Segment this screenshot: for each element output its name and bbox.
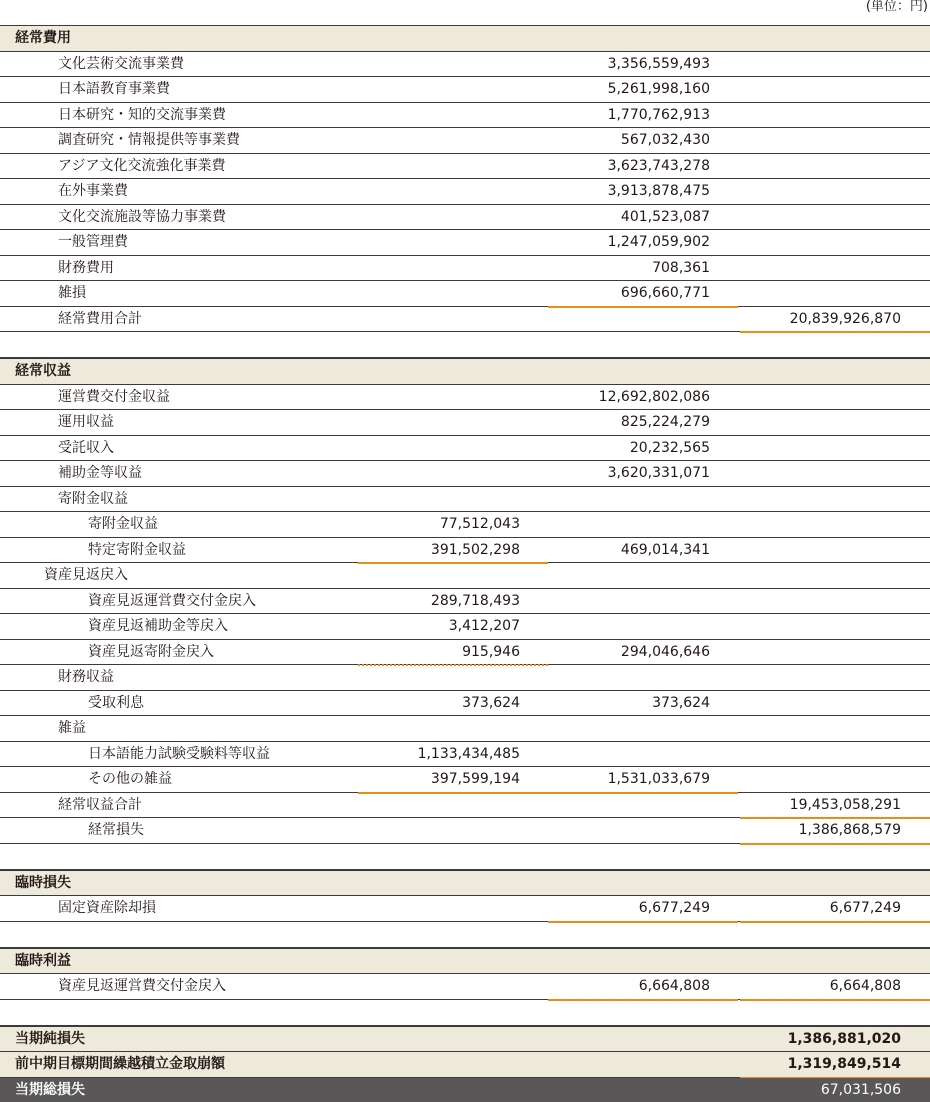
total-value: 20,839,926,870 bbox=[790, 307, 901, 332]
table-row bbox=[0, 230, 930, 256]
row-subtotal: 1,531,033,679 bbox=[608, 767, 710, 792]
row-label: 日本研究・知的交流事業費 bbox=[58, 103, 226, 128]
table-row bbox=[0, 461, 930, 487]
row-value: 289,718,493 bbox=[431, 589, 520, 614]
row-value: 6,677,249 bbox=[639, 896, 710, 921]
table-row bbox=[0, 767, 930, 793]
row-value: 3,913,878,475 bbox=[608, 179, 710, 204]
row-total: 6,677,249 bbox=[830, 896, 901, 921]
row-label: 一般管理費 bbox=[58, 230, 128, 255]
spacer-row bbox=[0, 332, 930, 358]
total-row bbox=[0, 307, 930, 333]
net-loss-row bbox=[0, 1026, 930, 1053]
table-row bbox=[0, 512, 930, 538]
row-label: 固定資産除却損 bbox=[58, 896, 156, 921]
table-row bbox=[0, 205, 930, 231]
section-title: 臨時利益 bbox=[15, 949, 71, 974]
row-label: 日本語能力試験受験料等収益 bbox=[88, 742, 270, 767]
row-label: 雑損 bbox=[58, 281, 86, 306]
row-value: 12,692,802,086 bbox=[599, 385, 710, 410]
row-value: 5,261,998,160 bbox=[608, 77, 710, 102]
spacer-row bbox=[0, 1000, 930, 1026]
row-subtotal: 373,624 bbox=[652, 691, 710, 716]
total-value: 19,453,058,291 bbox=[790, 793, 901, 818]
row-label: その他の雑益 bbox=[88, 767, 172, 792]
total-loss-label: 当期総損失 bbox=[15, 1078, 85, 1102]
table-row bbox=[0, 896, 930, 922]
table-row bbox=[0, 103, 930, 129]
table-row bbox=[0, 640, 930, 666]
row-value: 6,664,808 bbox=[639, 974, 710, 999]
total-label: 経常費用合計 bbox=[58, 307, 142, 332]
row-label: 補助金等収益 bbox=[58, 461, 142, 486]
table-row bbox=[0, 691, 930, 717]
row-value: 696,660,771 bbox=[621, 281, 710, 306]
row-value: 20,232,565 bbox=[630, 436, 710, 461]
section-header-ordinary-expenses bbox=[0, 25, 930, 52]
table-row bbox=[0, 281, 930, 307]
table-row bbox=[0, 256, 930, 282]
total-loss-row bbox=[0, 1078, 930, 1102]
group-row bbox=[0, 487, 930, 513]
group-label: 寄附金収益 bbox=[58, 487, 128, 512]
row-value: 391,502,298 bbox=[431, 538, 520, 563]
row-label: 在外事業費 bbox=[58, 179, 128, 204]
table-row bbox=[0, 589, 930, 615]
row-label: 文化交流施設等協力事業費 bbox=[58, 205, 226, 230]
unit-label: (単位：円) bbox=[866, 0, 928, 20]
loss-row bbox=[0, 818, 930, 844]
table-row bbox=[0, 538, 930, 564]
row-subtotal: 469,014,341 bbox=[621, 538, 710, 563]
spacer-row bbox=[0, 844, 930, 870]
table-row bbox=[0, 742, 930, 768]
row-value: 3,623,743,278 bbox=[608, 154, 710, 179]
income-statement-table bbox=[0, 25, 930, 1102]
row-label: 日本語教育事業費 bbox=[58, 77, 170, 102]
row-subtotal: 294,046,646 bbox=[621, 640, 710, 665]
row-label: 運営費交付金収益 bbox=[58, 385, 170, 410]
reserve-reversal-row bbox=[0, 1052, 930, 1078]
row-total: 6,664,808 bbox=[830, 974, 901, 999]
section-title: 経常費用 bbox=[15, 26, 71, 51]
row-value: 373,624 bbox=[462, 691, 520, 716]
section-header-extraordinary-losses bbox=[0, 870, 930, 897]
row-label: 受取利息 bbox=[88, 691, 144, 716]
table-row bbox=[0, 179, 930, 205]
net-loss-value: 1,386,881,020 bbox=[788, 1027, 901, 1052]
section-title: 経常収益 bbox=[15, 359, 71, 384]
row-label: アジア文化交流強化事業費 bbox=[58, 154, 225, 179]
row-value: 825,224,279 bbox=[621, 410, 710, 435]
row-label: 資産見返補助金等戻入 bbox=[88, 614, 228, 639]
row-label: 文化芸術交流事業費 bbox=[58, 52, 184, 77]
group-row bbox=[0, 563, 930, 589]
total-loss-value: 67,031,506 bbox=[821, 1078, 901, 1102]
group-row bbox=[0, 716, 930, 742]
section-header-extraordinary-gains bbox=[0, 948, 930, 975]
total-label: 経常収益合計 bbox=[58, 793, 142, 818]
row-label: 資産見返寄附金戻入 bbox=[88, 640, 214, 665]
row-value: 77,512,043 bbox=[440, 512, 520, 537]
section-header-ordinary-revenues bbox=[0, 358, 930, 385]
row-label: 寄附金収益 bbox=[88, 512, 158, 537]
row-value: 401,523,087 bbox=[621, 205, 710, 230]
table-row bbox=[0, 77, 930, 103]
reserve-reversal-value: 1,319,849,514 bbox=[788, 1052, 901, 1077]
row-value: 3,412,207 bbox=[449, 614, 520, 639]
table-row bbox=[0, 410, 930, 436]
group-label: 雑益 bbox=[58, 716, 86, 741]
row-label: 受託収入 bbox=[58, 436, 114, 461]
total-row bbox=[0, 793, 930, 819]
loss-label: 経常損失 bbox=[88, 818, 144, 843]
row-value: 915,946 bbox=[462, 640, 520, 665]
row-value: 3,356,559,493 bbox=[608, 52, 710, 77]
table-row bbox=[0, 614, 930, 640]
table-row bbox=[0, 436, 930, 462]
group-label: 資産見返戻入 bbox=[44, 563, 128, 588]
row-label: 運用収益 bbox=[58, 410, 114, 435]
row-label: 資産見返運営費交付金戻入 bbox=[88, 589, 256, 614]
row-label: 財務費用 bbox=[58, 256, 114, 281]
table-row bbox=[0, 128, 930, 154]
row-value: 708,361 bbox=[652, 256, 710, 281]
table-row bbox=[0, 974, 930, 1000]
row-label: 特定寄附金収益 bbox=[88, 538, 186, 563]
reserve-reversal-label: 前中期目標期間繰越積立金取崩額 bbox=[15, 1052, 225, 1077]
net-loss-label: 当期純損失 bbox=[15, 1027, 85, 1052]
row-label: 資産見返運営費交付金戻入 bbox=[58, 974, 226, 999]
row-value: 1,133,434,485 bbox=[418, 742, 520, 767]
group-label: 財務収益 bbox=[58, 665, 114, 690]
group-row bbox=[0, 665, 930, 691]
row-value: 567,032,430 bbox=[621, 128, 710, 153]
row-value: 3,620,331,071 bbox=[608, 461, 710, 486]
table-row bbox=[0, 154, 930, 180]
row-value: 397,599,194 bbox=[431, 767, 520, 792]
row-label: 調査研究・情報提供等事業費 bbox=[58, 128, 240, 153]
spacer-row bbox=[0, 922, 930, 948]
table-row bbox=[0, 52, 930, 78]
row-value: 1,247,059,902 bbox=[608, 230, 710, 255]
row-value: 1,770,762,913 bbox=[608, 103, 710, 128]
table-row bbox=[0, 385, 930, 411]
loss-value: 1,386,868,579 bbox=[799, 818, 901, 843]
section-title: 臨時損失 bbox=[15, 871, 71, 896]
